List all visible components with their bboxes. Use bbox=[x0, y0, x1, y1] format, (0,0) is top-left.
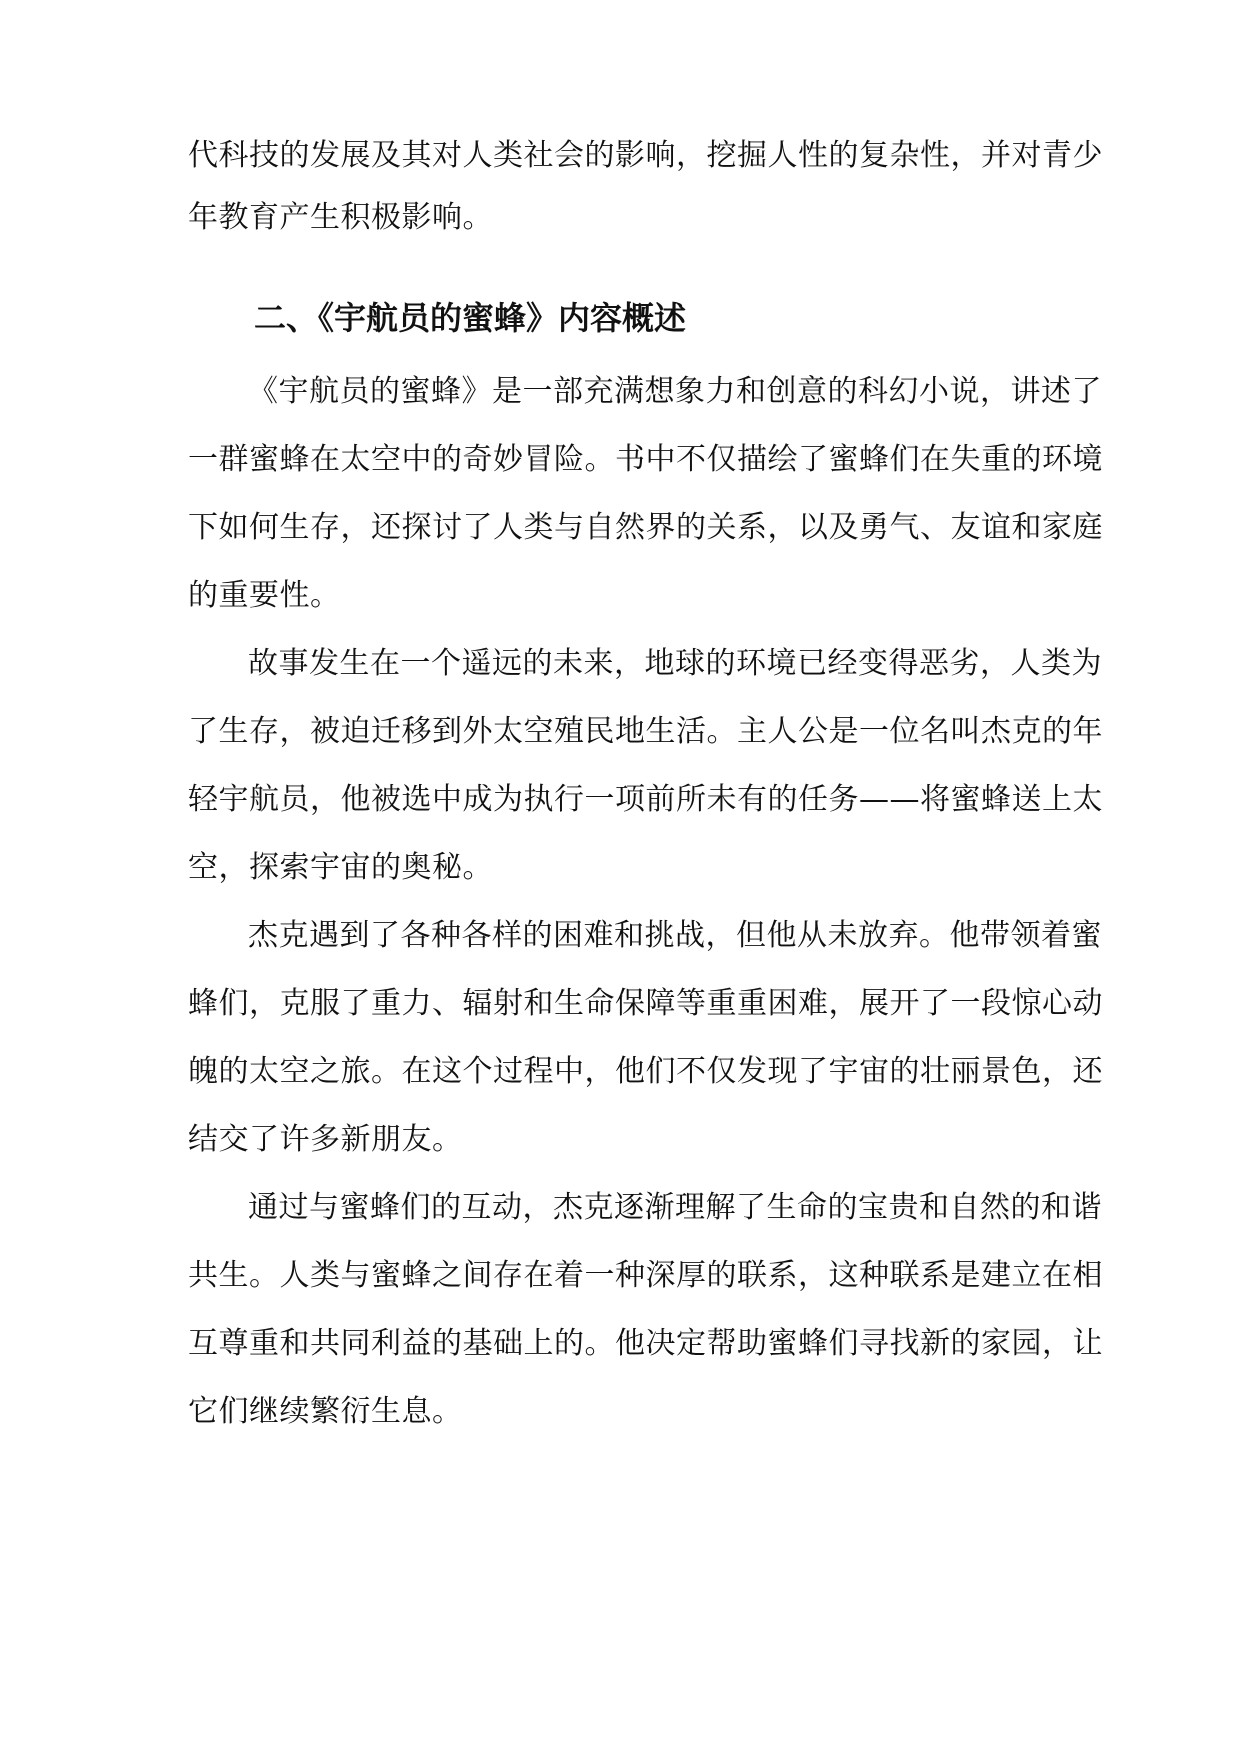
text-line: 蜂们，克服了重力、辐射和生命保障等重重困难，展开了一段惊心动 bbox=[188, 986, 1103, 1021]
text-line: 通过与蜜蜂们的互动，杰克逐渐理解了生命的宝贵和自然的和谐 bbox=[248, 1190, 1102, 1225]
text-line: 一群蜜蜂在太空中的奇妙冒险。书中不仅描绘了蜜蜂们在失重的环境 bbox=[188, 442, 1103, 477]
text-line: 共生。人类与蜜蜂之间存在着一种深厚的联系，这种联系是建立在相 bbox=[188, 1258, 1103, 1293]
text-line: 轻宇航员，他被选中成为执行一项前所未有的任务——将蜜蜂送上太 bbox=[188, 782, 1103, 817]
text-line: 它们继续繁衍生息。 bbox=[188, 1394, 463, 1429]
text-line: 魄的太空之旅。在这个过程中，他们不仅发现了宇宙的壮丽景色，还 bbox=[188, 1054, 1103, 1089]
text-line: 代科技的发展及其对人类社会的影响，挖掘人性的复杂性，并对青少 bbox=[188, 138, 1103, 173]
text-line: 互尊重和共同利益的基础上的。他决定帮助蜜蜂们寻找新的家园，让 bbox=[188, 1326, 1103, 1361]
section-heading: 二、《宇航员的蜜蜂》内容概述 bbox=[254, 299, 687, 337]
text-line: 年教育产生积极影响。 bbox=[188, 200, 493, 235]
text-line: 杰克遇到了各种各样的困难和挑战，但他从未放弃。他带领着蜜 bbox=[248, 918, 1102, 953]
text-line: 《宇航员的蜜蜂》是一部充满想象力和创意的科幻小说，讲述了 bbox=[248, 374, 1102, 409]
text-line: 结交了许多新朋友。 bbox=[188, 1122, 463, 1157]
text-line: 空，探索宇宙的奥秘。 bbox=[188, 850, 493, 885]
text-line: 故事发生在一个遥远的未来，地球的环境已经变得恶劣，人类为 bbox=[248, 646, 1102, 681]
text-line: 的重要性。 bbox=[188, 578, 341, 613]
text-line: 下如何生存，还探讨了人类与自然界的关系，以及勇气、友谊和家庭 bbox=[188, 510, 1103, 545]
text-line: 了生存，被迫迁移到外太空殖民地生活。主人公是一位名叫杰克的年 bbox=[188, 714, 1103, 749]
